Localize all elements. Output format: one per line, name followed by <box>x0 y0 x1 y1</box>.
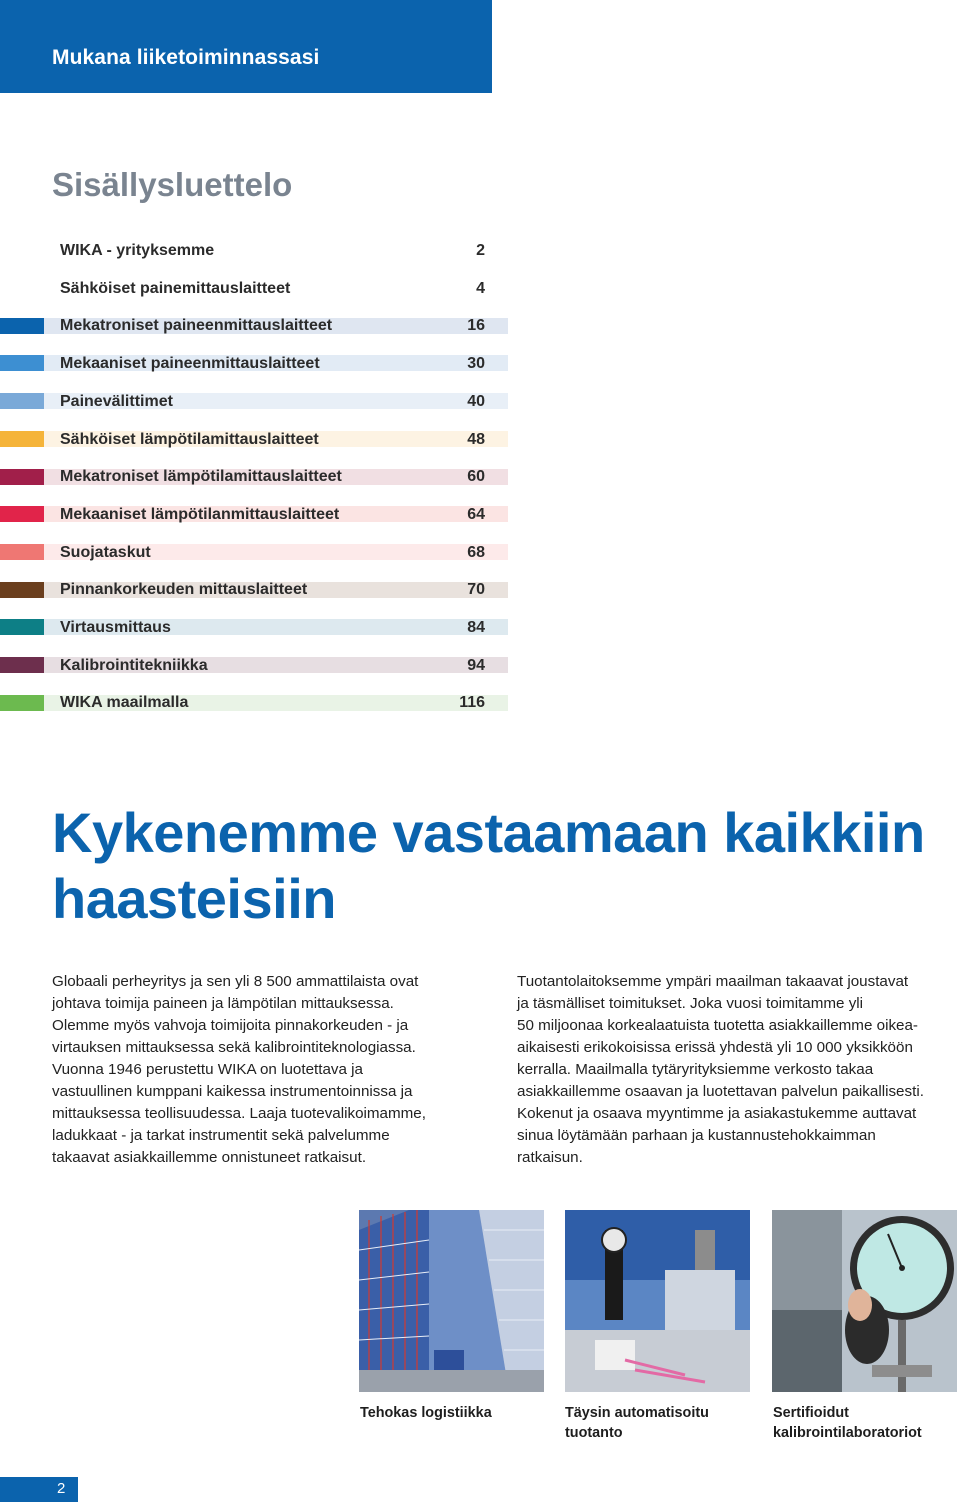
body-paragraph-right: Tuotantolaitoksemme ympäri maailman takaavat joustavat ja täsmälliset toimitukset. Joka vuosi toimitamme yli 50 miljoonaa korkealaatuista tuotetta asiakkaillemme oikea- aikaisesti erikokoisissa erissä yhdestä yli 10 000 yksikköön kerralla. Maailmalla tytäryrityksiemme verkosto takaa asiakkaillemme osaavan ja luotettavan palvelun paikallisesti. Kokenut ja osaava myyntimme ja asiakastukemme auttavat sinua löytämään parhaan ja kustannustehokkaimman ratkaisun. <box>517 973 924 1166</box>
toc-item-page: 16 <box>467 317 485 335</box>
toc-item <box>0 581 510 615</box>
page-headline: Kykenemme vastaamaan kaikkiin haasteisiin <box>52 801 925 930</box>
toc-item-page: 4 <box>476 279 485 297</box>
toc-item-page: 2 <box>476 242 485 259</box>
toc-item <box>0 431 510 465</box>
body-paragraph-left: Globaali perheyritys ja sen yli 8 500 ammattilaista ovat johtava toimija paineen ja lämpötilan mittauksessa. Olemme myös vahvoja toimijoita pinnakorkeuden - ja virtauksen mittauksessa sekä kalibrointiteknologiassa. Vuonna 1946 perustettu WIKA on luotettava ja vastuullinen kumppani kaikessa instrumentoinnissa ja mittauksessa teollisuudessa. Laaja tuotevalikoimamme, ladukkaat - ja tarkat instrumentit sekä palvelumme takaavat asiakkaillemme onnistuneet ratkaisut. <box>52 973 426 1166</box>
toc-item-page: 68 <box>467 543 485 561</box>
toc-item-label: Painevälittimet <box>60 392 173 410</box>
toc-item-page: 116 <box>459 694 485 712</box>
toc-item <box>0 506 510 540</box>
toc-item <box>0 468 510 502</box>
toc-item-label: Mekatroniset lämpötilamittauslaitteet <box>60 468 342 486</box>
toc-item-page: 94 <box>467 656 485 674</box>
gauge-photo <box>772 1210 957 1392</box>
toc-item-label: WIKA - yrityksemme <box>60 242 215 259</box>
toc-item-page: 70 <box>467 581 485 599</box>
toc-item <box>0 694 510 728</box>
toc-item-label: Sähköiset lämpötilamittauslaitteet <box>60 430 319 448</box>
toc-item <box>0 242 510 276</box>
toc-item-label: Kalibrointitekniikka <box>60 656 208 674</box>
toc-item <box>0 657 510 691</box>
page-number: 2 <box>57 1480 66 1497</box>
toc-item-page: 40 <box>467 392 485 410</box>
toc-item <box>0 393 510 427</box>
toc-item <box>0 619 510 653</box>
toc-item-page: 84 <box>467 619 485 636</box>
page-number-box <box>0 1477 78 1502</box>
warehouse-photo <box>359 1210 544 1392</box>
toc-item-label: Mekaaniset paineenmittauslaitteet <box>60 355 320 373</box>
toc-item <box>0 280 510 314</box>
toc-item <box>0 544 510 578</box>
toc-item-label: Mekatroniset paineenmittauslaitteet <box>60 317 333 335</box>
toc-item-page: 60 <box>467 468 485 486</box>
toc-item-page: 64 <box>467 505 485 523</box>
photo-caption-1: Tehokas logistiikka <box>360 1405 492 1421</box>
toc-item-page: 30 <box>467 355 485 373</box>
body-text-right <box>517 971 957 1169</box>
toc-item-label: Sähköiset painemittauslaitteet <box>60 279 291 297</box>
body-text-left <box>52 971 467 1169</box>
toc-item-label: WIKA maailmalla <box>60 694 189 712</box>
toc-item-label: Pinnankorkeuden mittauslaitteet <box>60 581 308 599</box>
photo-caption-3: Sertifioidut kalibrointilaboratoriot <box>773 1405 922 1441</box>
toc-item <box>0 317 510 351</box>
toc-item-label: Mekaaniset lämpötilanmittauslaitteet <box>60 505 340 523</box>
photo-caption-2: Täysin automatisoitu tuotanto <box>565 1405 709 1441</box>
toc-item-label: Suojataskut <box>60 543 151 561</box>
header-title: Mukana liiketoiminnassasi <box>52 46 320 69</box>
toc-item-page: 48 <box>467 430 485 448</box>
toc-item <box>0 355 510 389</box>
toc-title: Sisällysluettelo <box>52 166 293 203</box>
toc-item-label: Virtausmittaus <box>60 619 171 636</box>
automation-photo <box>565 1210 750 1392</box>
